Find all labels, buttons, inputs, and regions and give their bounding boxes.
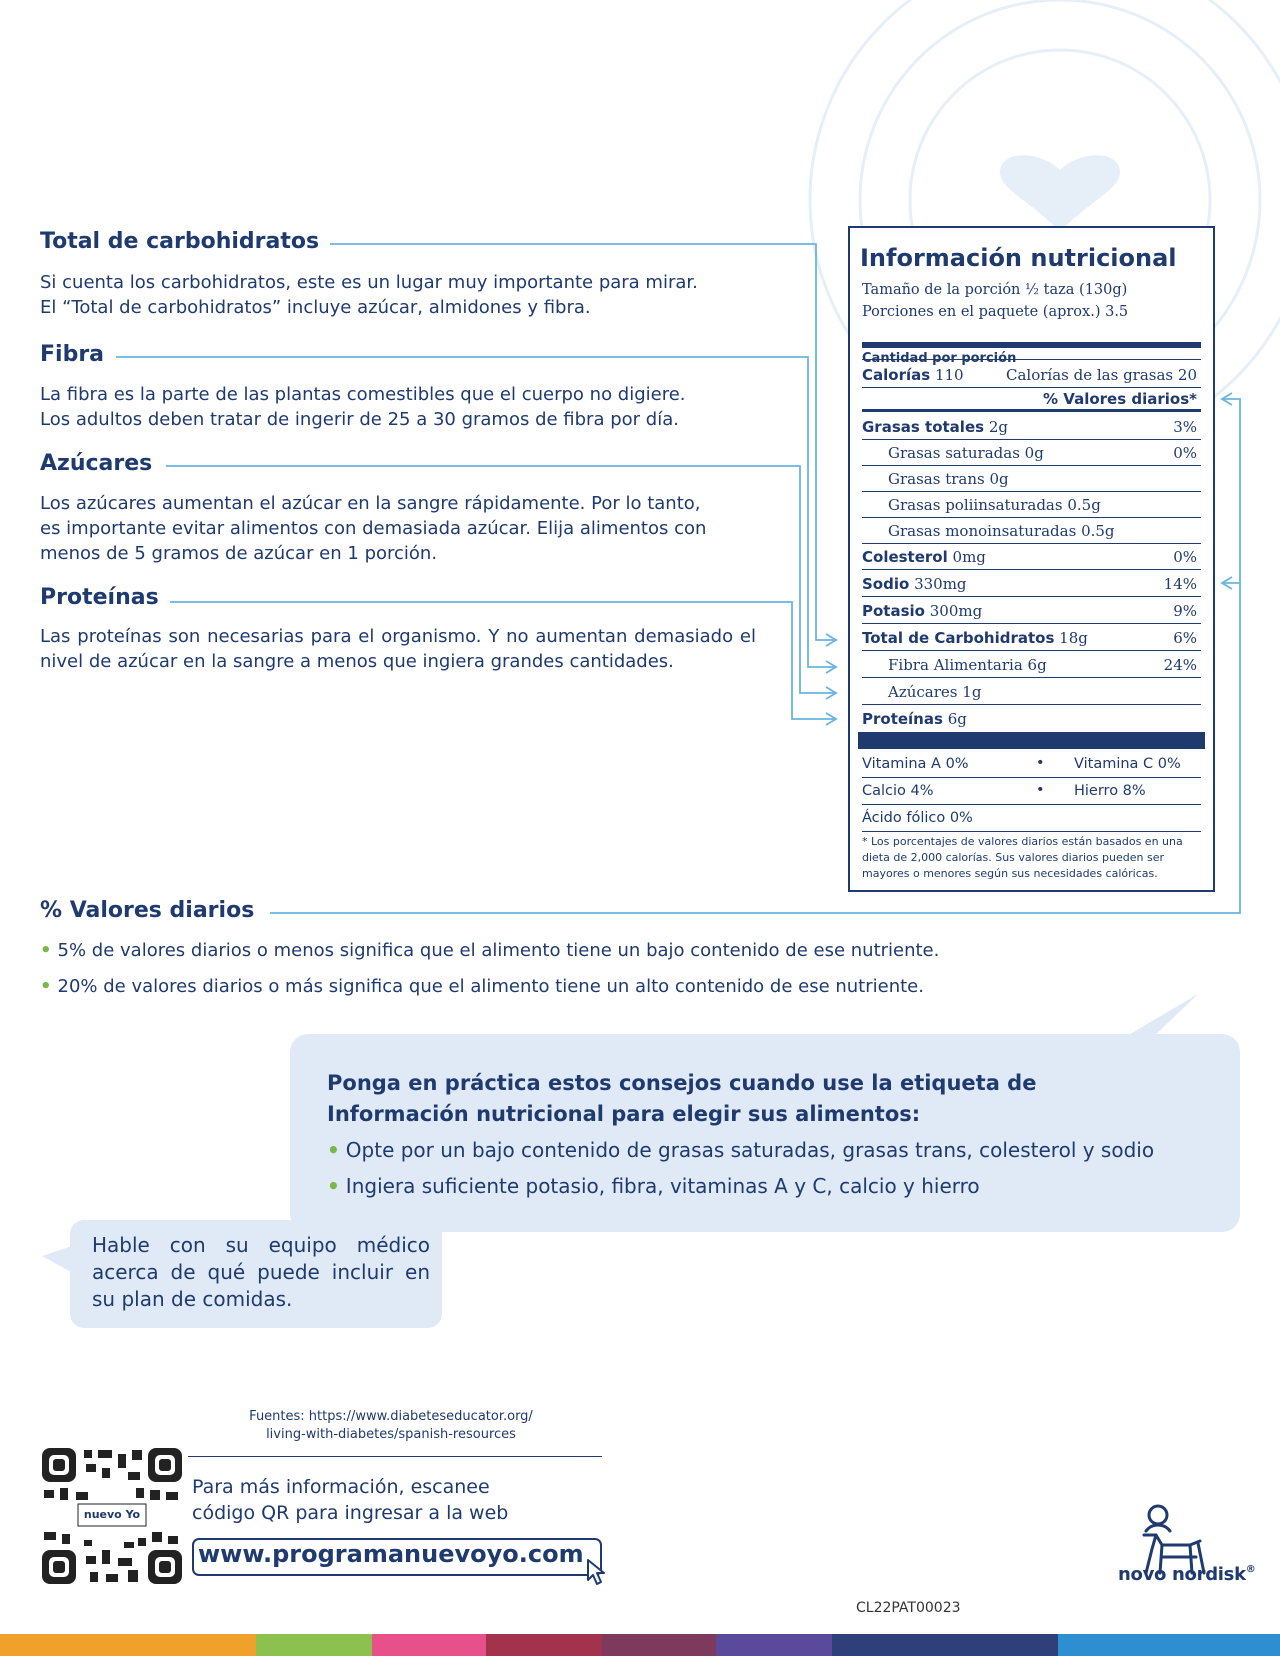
label-calories-row <box>862 366 1201 388</box>
section-text-proteinas: Las proteínas son necesarias para el organismo. Y no aumentan demasiado el nivel de azúcar en la sangre a menos que ingiera grandes cantidades. <box>40 626 756 672</box>
qr-logo-label: nuevo Yo <box>83 1508 141 1521</box>
vitamin-row <box>862 752 1201 778</box>
nutrient-row <box>862 706 1201 732</box>
sources-line: Fuentes: https://www.diabeteseducator.org/ <box>249 1409 533 1424</box>
nutrient-dv: 14% <box>1163 575 1197 593</box>
label-dv-header-row <box>862 388 1201 412</box>
daily-values-item <box>40 940 939 961</box>
nutrient-amount: 300mg <box>929 602 983 620</box>
section-title-fibra: Fibra <box>40 342 105 367</box>
color-bar-segment <box>602 1634 716 1656</box>
color-bar <box>0 1634 1280 1656</box>
vitamin-right: Hierro 8% <box>1074 783 1146 799</box>
nutrient-name: Potasio <box>862 602 925 620</box>
tips-speech-bubble <box>290 1034 1240 1232</box>
nutrient-row <box>862 625 1201 651</box>
daily-values-item-text: 5% de valores diarios o menos significa que el alimento tiene un bajo contenido de ese nutriente. <box>57 940 940 961</box>
text-line: menos de 5 gramos de azúcar en 1 porción. <box>40 543 438 564</box>
section-text-fibra <box>40 382 756 432</box>
label-fat-calories: Calorías de las grasas 20 <box>1006 366 1197 384</box>
label-dv-header: % Valores diarios* <box>1043 390 1197 408</box>
bullet-icon: • <box>327 1174 340 1198</box>
nutrient-row <box>862 652 1201 678</box>
daily-values-title: % Valores diarios <box>40 898 255 923</box>
tip-item-text: Ingiera suficiente potasio, fibra, vitaminas A y C, calcio y hierro <box>345 1174 980 1198</box>
nutrient-amount: 1g <box>962 683 982 701</box>
vitamin-row <box>862 779 1201 805</box>
nutrition-facts-label <box>848 226 1215 892</box>
section-text-azucares <box>40 491 756 566</box>
nutrient-amount: 0g <box>1024 444 1044 462</box>
vitamin-row <box>862 806 1201 832</box>
sources <box>196 1408 586 1444</box>
document-code: CL22PAT00023 <box>856 1600 961 1616</box>
nutrient-name: Proteínas <box>862 710 943 728</box>
brand-name: novo nordisk <box>1118 1564 1246 1585</box>
nutrient-amount: 6g <box>1027 656 1047 674</box>
bullet-icon: • <box>327 1138 340 1162</box>
tip-item <box>327 1174 980 1198</box>
tips-title-line: Información nutricional para elegir sus alimentos: <box>327 1102 921 1126</box>
nutrient-row <box>862 598 1201 624</box>
nutrient-row <box>862 679 1201 705</box>
nutrient-name: Total de Carbohidratos <box>862 629 1055 647</box>
section-title-azucares: Azúcares <box>40 451 153 476</box>
label-serving-size: Tamaño de la porción ½ taza (130g) <box>862 282 1128 298</box>
color-bar-segment <box>486 1634 602 1656</box>
nutrient-amount: 0.5g <box>1067 496 1101 514</box>
section-title-proteinas: Proteínas <box>40 585 159 610</box>
color-bar-segment <box>256 1634 372 1656</box>
daily-values-item-text: 20% de valores diarios o más significa que el alimento tiene un alto contenido de ese nutriente. <box>57 976 924 997</box>
nutrient-name: Colesterol <box>862 548 948 566</box>
novo-nordisk-logo-text <box>1118 1564 1255 1585</box>
vitamin-left: Calcio 4% <box>862 783 934 799</box>
text-line: Los azúcares aumentan el azúcar en la sangre rápidamente. Por lo tanto, <box>40 493 701 514</box>
section-text-carbohidratos <box>40 270 756 320</box>
nutrient-dv: 6% <box>1173 629 1197 647</box>
nutrient-amount: 0g <box>989 470 1009 488</box>
nutrient-dv: 24% <box>1163 656 1197 674</box>
nutrient-name: Grasas totales <box>862 418 985 436</box>
nutrient-row <box>862 544 1201 570</box>
color-bar-segment <box>0 1634 256 1656</box>
bullet-icon: • <box>40 940 52 961</box>
daily-values-item <box>40 976 924 997</box>
section-title-carbohidratos: Total de carbohidratos <box>40 229 320 254</box>
text-line: es importante evitar alimentos con demasiada azúcar. Elija alimentos con <box>40 518 707 539</box>
nutrient-amount: 0mg <box>952 548 986 566</box>
nutrient-row <box>862 492 1201 518</box>
tips-title <box>327 1068 1207 1130</box>
vitamin-separator: • <box>1036 755 1045 771</box>
registered-mark: ® <box>1245 1564 1256 1575</box>
doctor-note-text: Hable con su equipo médico acerca de qué puede incluir en su plan de comidas. <box>92 1233 430 1311</box>
bullet-icon: • <box>40 976 52 997</box>
nutrient-dv: 9% <box>1173 602 1197 620</box>
nutrient-amount: 2g <box>988 418 1008 436</box>
tip-item-text: Opte por un bajo contenido de grasas saturadas, grasas trans, colesterol y sodio <box>345 1138 1155 1162</box>
more-info-text <box>192 1474 508 1526</box>
vitamin-left: Ácido fólico 0% <box>862 810 973 826</box>
nutrient-amount: 0.5g <box>1081 522 1115 540</box>
website-link[interactable]: www.programanuevoyo.com <box>198 1540 584 1568</box>
nutrient-row <box>862 518 1201 544</box>
label-servings: Porciones en el paquete (aprox.) 3.5 <box>862 304 1129 320</box>
text-line: La fibra es la parte de las plantas comestibles que el cuerpo no digiere. <box>40 384 686 405</box>
nutrient-amount: 18g <box>1059 629 1088 647</box>
nutrient-dv: 0% <box>1173 444 1197 462</box>
text-line: Si cuenta los carbohidratos, este es un lugar muy importante para mirar. <box>40 272 698 293</box>
nutrient-name: Grasas trans <box>888 470 985 488</box>
label-title: Información nutricional <box>860 244 1177 272</box>
nutrient-name: Sodio <box>862 575 910 593</box>
vitamin-right: Vitamina C 0% <box>1074 756 1181 772</box>
label-calories-label: Calorías <box>862 366 931 384</box>
more-info-line: código QR para ingresar a la web <box>192 1502 509 1524</box>
text-line: Los adultos deben tratar de ingerir de 25 a 30 gramos de fibra por día. <box>40 409 679 430</box>
text-line: El “Total de carbohidratos” incluye azúcar, almidones y fibra. <box>40 297 591 318</box>
nutrient-name: Fibra Alimentaria <box>888 656 1023 674</box>
color-bar-segment <box>716 1634 832 1656</box>
color-bar-segment <box>372 1634 486 1656</box>
tips-title-line: Ponga en práctica estos consejos cuando use la etiqueta de <box>327 1071 1037 1095</box>
sources-divider <box>188 1456 602 1457</box>
nutrient-row <box>862 571 1201 597</box>
qr-code[interactable] <box>40 1446 184 1586</box>
nutrient-row <box>862 466 1201 492</box>
tip-item <box>327 1138 1154 1162</box>
label-divider-bar <box>858 732 1205 749</box>
label-amount-row <box>862 342 1201 366</box>
vitamin-left: Vitamina A 0% <box>862 756 969 772</box>
vitamin-separator: • <box>1036 782 1045 798</box>
label-footnote: * Los porcentajes de valores diarios están basados en una dieta de 2,000 calorías. Sus valores diarios pueden ser mayores o menores según sus necesidades calóricas. <box>862 835 1183 880</box>
more-info-line: Para más información, escanee <box>192 1476 490 1498</box>
label-calories-value: 110 <box>934 366 964 384</box>
sources-line: living-with-diabetes/spanish-resources <box>266 1427 516 1442</box>
nutrient-row <box>862 440 1201 466</box>
color-bar-segment <box>1058 1634 1280 1656</box>
nutrient-name: Grasas saturadas <box>888 444 1020 462</box>
color-bar-segment <box>832 1634 1058 1656</box>
nutrient-name: Grasas monoinsaturadas <box>888 522 1077 540</box>
nutrient-dv: 0% <box>1173 548 1197 566</box>
nutrient-row <box>862 414 1201 440</box>
nutrient-amount: 6g <box>947 710 967 728</box>
cursor-icon <box>584 1558 614 1588</box>
nutrient-amount: 330mg <box>914 575 967 593</box>
nutrient-dv: 3% <box>1173 418 1197 436</box>
nutrient-name: Grasas poliinsaturadas <box>888 496 1063 514</box>
label-amount-per-serving: Cantidad por porción <box>862 351 1017 366</box>
nutrient-name: Azúcares <box>888 683 958 701</box>
